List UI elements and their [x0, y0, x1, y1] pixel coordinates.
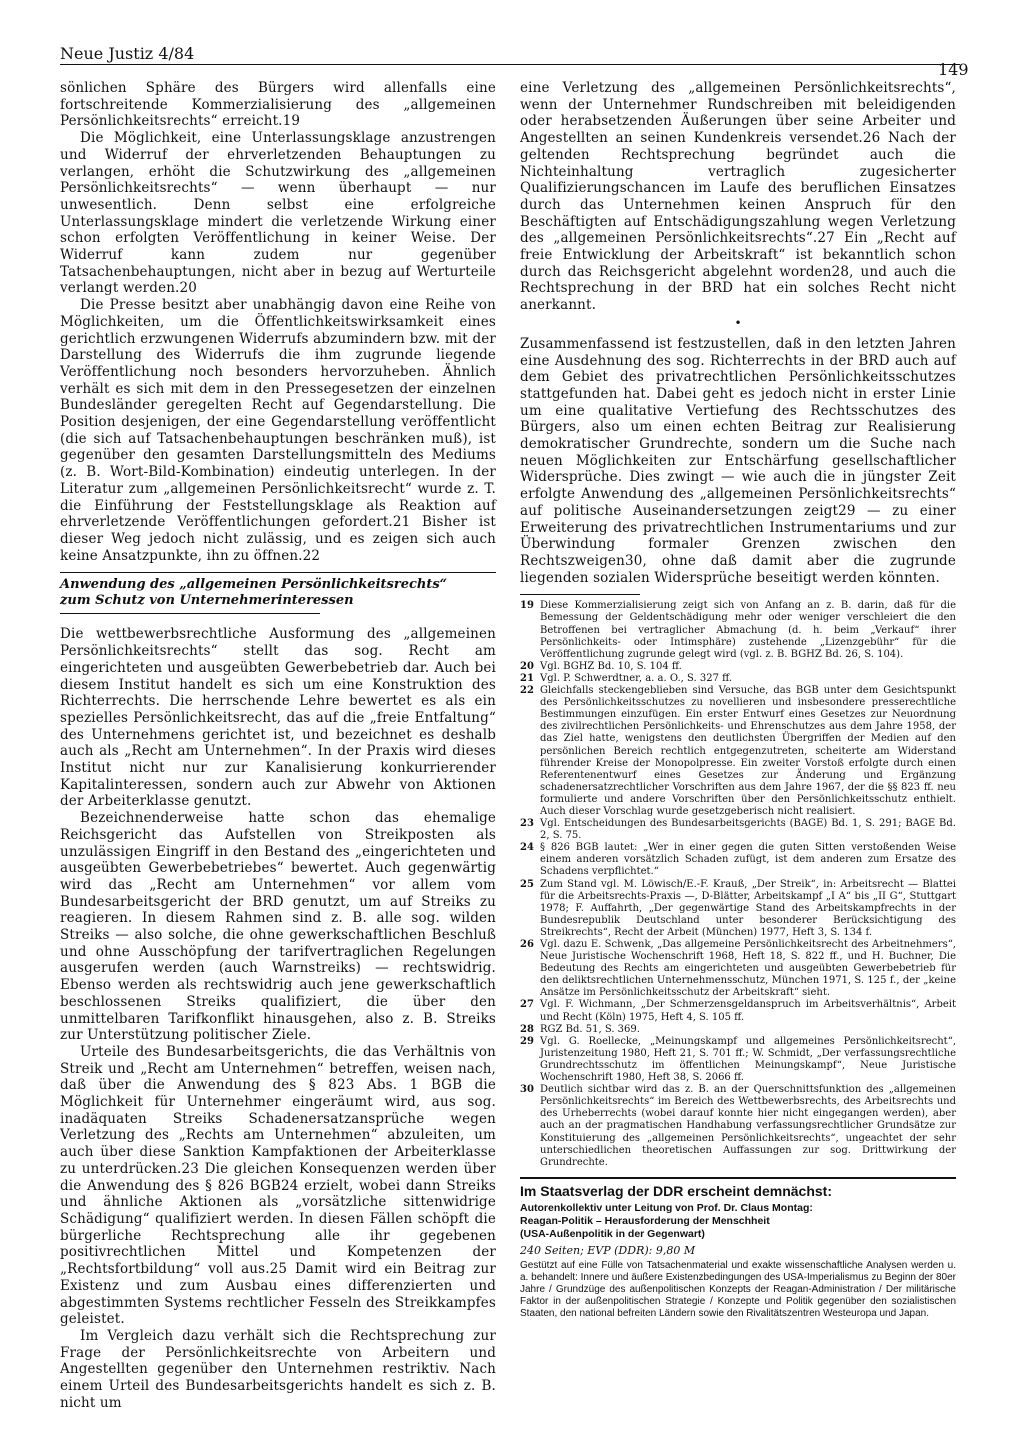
publisher-ad: [520, 1183, 956, 1320]
header-rule: [60, 64, 960, 65]
footnote-number: 27: [520, 999, 534, 1011]
paragraph: Im Vergleich dazu verhält sich die Rechtsprechung zur Frage der Persönlichkeitsrechte von Arbeitern und Angestellten gegenüber den Unternehmen restriktiv. Nach einem Urteil des Bundesarbeitsgerichts handelt es sich z. B. nicht um: [60, 1327, 496, 1411]
footnote-text: Vgl. P. Schwerdtner, a. a. O., S. 327 ff.: [540, 672, 733, 684]
footnote-text: Zum Stand vgl. M. Löwisch/E.-F. Krauß, „Der Streik“, in: Arbeitsrecht — Blattei für die Arbeitsrechts-Praxis —, D-Blätter, Arbeitskampf „I A“ bis „II G“, Stuttgart 1978; F. Auffahrth, „Der gegenwärtige Stand des Arbeitskampfrechts in der Bundesrepublik Deutschland unter besonderer Berücksichtigung des Streikrechts“, Recht der Arbeit (München) 1977, Heft 3, S. 134 f.: [540, 878, 956, 938]
journal-title: Neue Justiz 4/84: [60, 44, 195, 63]
ad-book-subtitle: (USA-Außenpolitik in der Gegenwart): [520, 1227, 705, 1240]
footnote-text: Vgl. dazu E. Schwenk, „Das allgemeine Persönlichkeitsrecht des Arbeitnehmers“, Neue Juristische Wochenschrift 1968, Heft 18, S. 822 ff., und H. Buchner, Die Bedeutung des Rechts am eingerichteten und ausgeübten Gewerbebetrieb für den deliktsrechtlichen Unternehmensschutz, München 1971, S. 125 f., der „keine Ansätze im Persönlichkeitsschutz der Arbeitskraft“ sieht.: [540, 939, 956, 999]
footnote-rule: [520, 594, 640, 595]
footnote-number: 25: [520, 878, 534, 890]
paragraph: Bezeichnenderweise hatte schon das ehemalige Reichsgericht das Aufstellen von Streikposten als unzulässigen Eingriff in den Bestand des „eingerichteten und ausgeübten Gewerbebetriebes“ bewertet. Auch gegenwärtig wird das „Recht am Unternehmen“ vor allem vom Bundesarbeitsgericht der BRD genutzt, um auf Streiks zu reagieren. In diesem Rahmen sind z. B. alle sog. wilden Streiks — also solche, die ohne gewerkschaftlichen Beschluß und ohne Ausschöpfung der tarifvertraglichen Regelungen ausgerufen werden (auch Warnstreiks) — rechtswidrig. Ebenso werden als rechtswidrig auch jene gewerkschaftlich beschlossenen Streiks qualifiziert, die über den unmittelbaren Tarifkonflikt hinausgehen, also z. B. Streiks zur Unterstützung politischer Ziele.: [60, 810, 496, 1044]
footnote: [520, 999, 956, 1023]
paragraph: sönlichen Sphäre des Bürgers wird allenfalls eine fortschreitende Kommerzialisierung des „allgemeinen Persönlichkeitsrechts“ erreicht.19: [60, 80, 496, 130]
paragraph: Die Möglichkeit, eine Unterlassungsklage anzustrengen und Widerruf der ehrverletzenden Behauptungen zu verlangen, erhöht die Schutzwirkung des „allgemeinen Persönlichkeitsrechts“ — wenn überhaupt — nur unwesentlich. Denn selbst eine erfolgreiche Unterlassungsklage mindert die verletzende Wirkung einer schon erfolgten Veröffentlichung in keiner Weise. Der Widerruf kann zudem nur gegenüber Tatsachenbehauptungen, nicht aber in bezug auf Werturteile verlangt werden.20: [60, 130, 496, 297]
section-underline: [60, 613, 320, 614]
footnote-text: § 826 BGB lautet: „Wer in einer gegen die guten Sitten verstoßenden Weise einem anderen vorsätzlich Schaden zufügt, ist dem anderen zum Ersatze des Schadens verpflichtet.“: [540, 842, 956, 878]
footnote-number: 29: [520, 1035, 534, 1047]
footnote-number: 19: [520, 600, 534, 612]
section-heading-line: Anwendung des „allgemeinen Persönlichkeitsrechts“: [60, 577, 448, 593]
footnote: [520, 673, 956, 685]
footnote-text: Diese Kommerzialisierung zeigt sich von Anfang an z. B. darin, daß für die Bemessung der Geldentschädigung mehr oder weniger verschleiert die den Betroffenen bei vertraglicher Abmachung (d. h. beim „Verkauf“ ihrer Persönlichkeits- oder Intimsphäre) zustehende „Lizenzgebühr“ für die Veröffentlichung zugrunde gelegt wird (vgl. z. B. BGHZ Bd. 26, S. 104).: [540, 600, 956, 660]
paragraph: Urteile des Bundesarbeitsgerichts, die das Verhältnis von Streik und „Recht am Unternehmen“ betreffen, weisen nach, daß über die Anwendung des § 823 Abs. 1 BGB die Möglichkeit für Unternehmer eingeräumt wird, aus sog. inadäquaten Streiks Schadenersatzansprüche wegen Verletzung des „Rechts am Unternehmen“ abzuleiten, um auch über diese Sanktion Kampfaktionen der Arbeiterklasse zu unterdrücken.23 Die gleichen Konsequenzen werden über die Anwendung des § 826 BGB24 erzielt, wobei dann Streiks und ähnliche Aktionen als „vorsätzliche sittenwidrige Schädigung“ qualifiziert werden. In diesen Fällen schöpft die bürgerliche Rechtsprechung alle ihr gegebenen positivrechtlichen Mittel und Kompetenzen der „Rechtsfortbildung“ voll aus.25 Damit wird ein Beitrag zur Existenz und zum Ausbau eines differenzierten und abgestimmten Systems rechtlicher Fesseln des Streikkampfes geleistet.: [60, 1043, 496, 1328]
section-heading-line: zum Schutz von Unternehmerinteressen: [60, 593, 354, 609]
footnote: [520, 818, 956, 842]
footnote-number: 26: [520, 939, 534, 951]
footnote-text: Gleichfalls steckengeblieben sind Versuche, das BGB unter dem Gesichtspunkt des Persönlichkeitsschutzes zu novellieren und insbesondere presserechtliche Bestimmungen einzufügen. Ein erster Entwurf eines Gesetzes zur Neuordnung des zivilrechtlichen Persönlichkeits- und Ehrenschutzes aus dem Jahre 1958, der das Ziel hatte, wenigstens den deutlichsten Übergriffen der Medien auf den persönlichen Bereich rechtlich entgegenzutreten, scheiterte am Widerstand führender Kreise der Monopolpresse. Ein zweiter Vorstoß erfolgte durch einen Referentenentwurf eines Gesetzes zur Änderung und Ergänzung schadenersatzrechtlicher Vorschriften aus dem Jahre 1967, der die §§ 823 ff. neu formulierte und andere Vorschriften über den Persönlichkeitsschutz enthielt. Auch dieser Vorschlag wurde gesetzgeberisch nicht realisiert.: [540, 685, 956, 817]
footnote: [520, 1036, 956, 1084]
footnote-text: RGZ Bd. 51, S. 369.: [540, 1023, 640, 1035]
footnote: [520, 939, 956, 999]
section-separator: •: [734, 315, 742, 330]
footnote-number: 30: [520, 1084, 534, 1096]
paragraph: Die wettbewerbsrechtliche Ausformung des „allgemeinen Persönlichkeitsrechts“ stellt das sog. Recht am eingerichteten und ausgeübten Gewerbebetrieb dar. Auch bei diesem Institut handelt es sich um eine Konstruktion des Richterrechts. Die herrschende Lehre bewertet es als ein spezielles Persönlichkeitsrecht, das auf die „freie Entfaltung“ des Unternehmens gerichtet ist, und bezeichnet es deshalb auch als „Recht am Unternehmen“. In der Praxis wird dieses Institut nicht nur zur Kanalisierung konkurrierender Kapitalinteressen, sondern auch zur Abwehr von Aktionen der Arbeiterklasse genutzt.: [60, 626, 496, 810]
footnote-number: 24: [520, 842, 534, 854]
footnote-number: 22: [520, 685, 534, 697]
footnote-number: 23: [520, 818, 534, 830]
paragraph: eine Verletzung des „allgemeinen Persönlichkeitsrechts“, wenn der Unternehmer Rundschreiben mit beleidigenden oder herabsetzenden Äußerungen über seine Arbeiter und Angestellten an seinen Kundenkreis versendet.26 Nach der geltenden Rechtsprechung begründet auch die Nichteinhaltung vertraglich zugesicherter Qualifizierungschancen im Laufe des beruflichen Einsatzes durch das Unternehmen keinen Anspruch für den Beschäftigten auf Entschädigungszahlung wegen Verletzung des „allgemeinen Persönlichkeitsrechts“.27 Ein „Recht auf freie Entwicklung der Arbeitskraft“ ist bekanntlich schon durch das Reichsgericht abgelehnt worden28, und auch die Rechtsprechung in der BRD hat ein solches Recht nicht anerkannt.: [520, 80, 956, 314]
footnote: [520, 661, 956, 673]
paragraph: Zusammenfassend ist festzustellen, daß in den letzten Jahren eine Ausdehnung des sog. Richterrechts in der BRD auch auf dem Gebiet des privatrechtlichen Persönlichkeitsschutzes stattgefunden hat. Dabei geht es jedoch nicht in erster Linie um eine qualitative Vertiefung des Rechtsschutzes des Bürgers, also um einen echten Beitrag zur Realisierung demokratischer Grundrechte, sondern um die Suche nach neuen Möglichkeiten zur Entschärfung gesellschaftlicher Widersprüche. Dies zwingt — wie auch die in jüngster Zeit erfolgte Anwendung des „allgemeinen Persönlichkeitsrechts“ auf politische Auseinandersetzungen zeigt29 — zu einer Erweiterung des privatrechtlichen Instrumentariums und zur Überwindung formaler Grenzen zwischen den Rechtszweigen30, ohne daß damit aber die zugrunde liegenden sozialen Widersprüche beseitigt werden könnten.: [520, 335, 956, 586]
ad-authors: Autorenkollektiv unter Leitung von Prof. Dr. Claus Montag:: [520, 1201, 813, 1214]
ad-rule: [520, 1177, 956, 1179]
right-column: [520, 80, 956, 1320]
ad-price: 240 Seiten; EVP (DDR): 9,80 M: [520, 1243, 696, 1257]
section-rule: [60, 572, 496, 573]
footnote-number: 20: [520, 660, 534, 672]
left-column: [60, 80, 496, 1411]
footnote: [520, 600, 956, 660]
section-heading: [60, 577, 496, 609]
footnote-text: Deutlich sichtbar wird das z. B. an der Querschnittsfunktion des „allgemeinen Persönlichkeitsrechts“ im Bereich des Wettbewerbsrechts, des Arbeitsrechts und des Urheberrechts (wobei darauf konnte hier nicht eingegangen werden), aber auch an der pragmatischen Handhabung verfassungsrechtlicher Grundsätze zur Konstituierung des „allgemeinen Persönlichkeitsrechts“, ungeachtet der sehr unterschiedlichen theoretischen Auffassungen zur sog. Drittwirkung der Grundrechte.: [540, 1084, 956, 1168]
ad-book-title: Reagan-Politik – Herausforderung der Menschheit: [520, 1214, 770, 1227]
footnote: [520, 685, 956, 818]
paragraph: Die Presse besitzt aber unabhängig davon eine Reihe von Möglichkeiten, um die Öffentlichkeitswirksamkeit eines gerichtlich erzwungenen Widerrufs abzumindern bzw. mit der Darstellung des Widerrufs die ihm zugrunde liegende Veröffentlichung noch besonders hervorzuheben. Ähnlich verhält es sich mit dem in den Pressegesetzen der einzelnen Bundesländer geregelten Recht auf Gegendarstellung. Die Position desjenigen, der eine Gegendarstellung veröffentlicht (die sich auf Tatsachenbehauptungen beschränken muß), ist gegenüber den gesamten Darstellungsmitteln des Mediums (z. B. Wort-Bild-Kombination) eindeutig unterlegen. In der Literatur zum „allgemeinen Persönlichkeitsrecht“ wurde z. T. die Einführung der Feststellungsklage als Reaktion auf ehrverletzende Veröffentlichungen gefordert.21 Bisher ist dieser Weg jedoch nicht zulässig, und es zeigen sich auch keine Ansatzpunkte, ihn zu öffnen.22: [60, 297, 496, 564]
footnote: [520, 879, 956, 939]
footnote-text: Vgl. BGHZ Bd. 10, S. 104 ff.: [540, 660, 682, 672]
ad-headline: Im Staatsverlag der DDR erscheint demnächst:: [520, 1182, 832, 1199]
ad-description: Gestützt auf eine Fülle von Tatsachenmaterial und exakte wissenschaftliche Analysen werden u. a. behandelt: Innere und äußere Existenzbedingungen des USA-Imperialismus zu Beginn der 80er Jahre / Grundzüge des außenpolitischen Konzepts der Reagan-Administration / Der militärische Faktor in der außenpolitischen Strategie / Konzepte und Politik gegenüber den sozialistischen Staaten, den national befreiten Ländern sowie den Rivalitätszentren Westeuropa und Japan.: [520, 1259, 956, 1319]
page-number: 149: [938, 60, 969, 79]
footnote-number: 21: [520, 672, 534, 684]
footnotes: [520, 600, 956, 1168]
footnote-text: Vgl. Entscheidungen des Bundesarbeitsgerichts (BAGE) Bd. 1, S. 291; BAGE Bd. 2, S. 75.: [540, 818, 956, 842]
footnote-text: Vgl. G. Roellecke, „Meinungskampf und allgemeines Persönlichkeitsrecht“, Juristenzeitung 1980, Heft 21, S. 701 ff.; W. Schmidt, „Der verfassungsrechtliche Grundrechtsschutz im öffentlichen Meinungskampf“, Neue Juristische Wochenschrift 1980, Heft 38, S. 2066 ff.: [540, 1035, 956, 1084]
footnote: [520, 1024, 956, 1036]
footnote-number: 28: [520, 1023, 534, 1035]
footnote: [520, 842, 956, 878]
footnote: [520, 1084, 956, 1169]
footnote-text: Vgl. F. Wichmann, „Der Schmerzensgeldanspruch im Arbeitsverhältnis“, Arbeit und Recht (Köln) 1975, Heft 4, S. 105 ff.: [540, 999, 956, 1023]
